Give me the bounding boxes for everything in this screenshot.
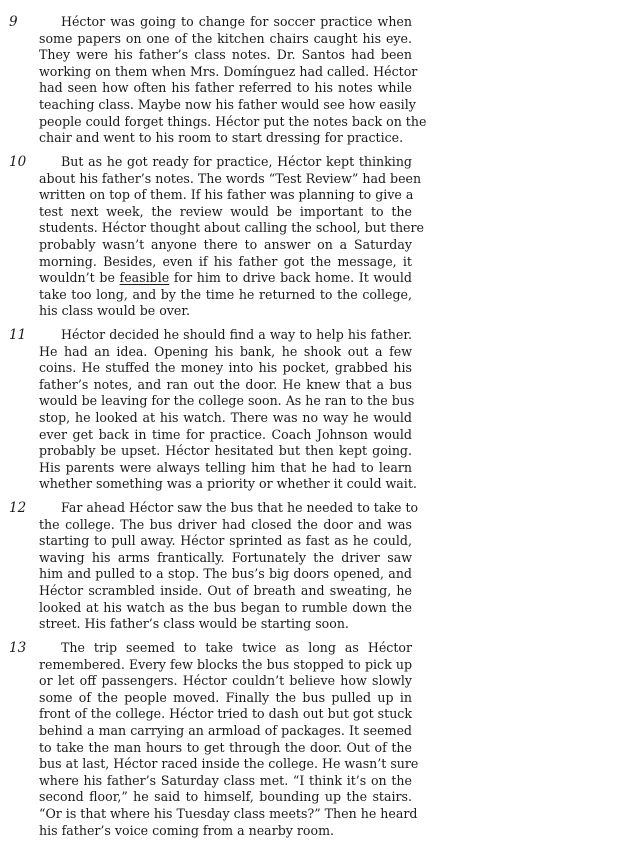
text-line: His parents were always telling him that he had to learn <box>39 459 412 475</box>
paragraph-11 <box>9 327 417 493</box>
text-line: some papers on one of the kitchen chairs caught his eye. <box>39 30 412 46</box>
paragraph-10 <box>9 154 424 320</box>
text-line: people could forget things. Héctor put the notes back on the <box>39 113 427 129</box>
text-line: about his father’s notes. The words “Test Review” had been <box>39 170 422 186</box>
text-line: probably be upset. Héctor hesitated but then kept going. <box>39 443 412 459</box>
text-line: second floor,” he said to himself, bounding up the stairs. <box>39 789 412 805</box>
text-line: street. His father’s class would be starting soon. <box>39 616 349 632</box>
text-line: bus at last, Héctor raced inside the college. He wasn’t sure <box>39 756 419 772</box>
underlined-vocabulary-word: feasible <box>119 270 170 286</box>
text-line: coins. He stuffed the money into his pocket, grabbed his <box>39 360 412 376</box>
text-line: teaching class. Maybe now his father would see how easily <box>39 96 416 112</box>
text-line: Héctor decided he should find a way to help his father. <box>61 327 412 342</box>
text-line: had seen how often his father referred to his notes while <box>39 80 412 96</box>
text-line: starting to pull away. Héctor sprinted as fast as he could, <box>39 533 412 549</box>
text-line: ever get back in time for practice. Coach Johnson would <box>39 426 412 442</box>
text-line: whether something was a priority or whether it could wait. <box>39 476 417 492</box>
text-line: Héctor scrambled inside. Out of breath and sweating, he <box>39 582 412 598</box>
text-line: probably wasn’t anyone there to answer on a Saturday <box>39 236 412 252</box>
text-line: stop, he looked at his watch. There was no way he would <box>39 409 412 425</box>
text-line: would be leaving for the college soon. As he ran to the bus <box>39 393 415 409</box>
text-line: students. Héctor thought about calling the school, but there <box>39 220 424 236</box>
paragraph-9 <box>9 14 427 147</box>
text-line: him and pulled to a stop. The bus’s big doors opened, and <box>39 566 412 582</box>
paragraph-number: 10 <box>9 154 27 170</box>
text-line: to take the man hours to get through the door. Out of the <box>39 739 412 755</box>
text-line: Far ahead Héctor saw the bus that he needed to take to <box>61 500 419 515</box>
text-line: looked at his watch as the bus began to rumble down the <box>39 599 412 615</box>
text-line: “Or is that where his Tuesday class meets?” Then he heard <box>39 805 418 821</box>
text-line: written on top of them. If his father was planning to give a <box>39 187 414 203</box>
paragraph-number: 13 <box>9 640 27 656</box>
text-line-with-underline: wouldn’t be feasible for him to drive back home. It would <box>39 270 412 286</box>
text-line: working on them when Mrs. Domínguez had called. Héctor <box>39 63 418 79</box>
text-line: They were his father’s class notes. Dr. Santos had been <box>39 47 412 63</box>
paragraph-13 <box>9 640 419 839</box>
text-line: But as he got ready for practice, Héctor kept thinking <box>61 154 412 169</box>
paragraph-12 <box>9 500 419 633</box>
text-line: his father’s voice coming from a nearby room. <box>39 822 335 838</box>
text-line: front of the college. Héctor tried to dash out but got stuck <box>39 706 412 722</box>
paragraph-number: 9 <box>9 14 18 30</box>
paragraph-number: 12 <box>9 500 27 516</box>
text-line: remembered. Every few blocks the bus stopped to pick up <box>39 656 412 672</box>
paragraph-number: 11 <box>9 327 27 343</box>
text-line: test next week, the review would be important to the <box>39 203 412 219</box>
text-line: Héctor was going to change for soccer practice when <box>61 14 412 29</box>
text-line: or let off passengers. Héctor couldn’t believe how slowly <box>39 673 412 689</box>
text-line: waving his arms frantically. Fortunately the driver saw <box>39 549 412 565</box>
text-line: He had an idea. Opening his bank, he shook out a few <box>39 343 412 359</box>
text-line: father’s notes, and ran out the door. He knew that a bus <box>39 376 412 392</box>
text-line: behind a man carrying an armload of packages. It seemed <box>39 722 412 738</box>
text-line: morning. Besides, even if his father got the message, it <box>39 253 412 269</box>
text-line: chair and went to his room to start dressing for practice. <box>39 130 404 146</box>
text-line: take too long, and by the time he returned to the college, <box>39 286 412 302</box>
text-line: the college. The bus driver had closed the door and was <box>39 516 412 532</box>
text-line: his class would be over. <box>39 303 190 319</box>
text-line: where his father’s Saturday class met. “I think it’s on the <box>39 772 412 788</box>
text-line: The trip seemed to take twice as long as Héctor <box>61 640 412 655</box>
text-line: some of the people moved. Finally the bus pulled up in <box>39 689 412 705</box>
